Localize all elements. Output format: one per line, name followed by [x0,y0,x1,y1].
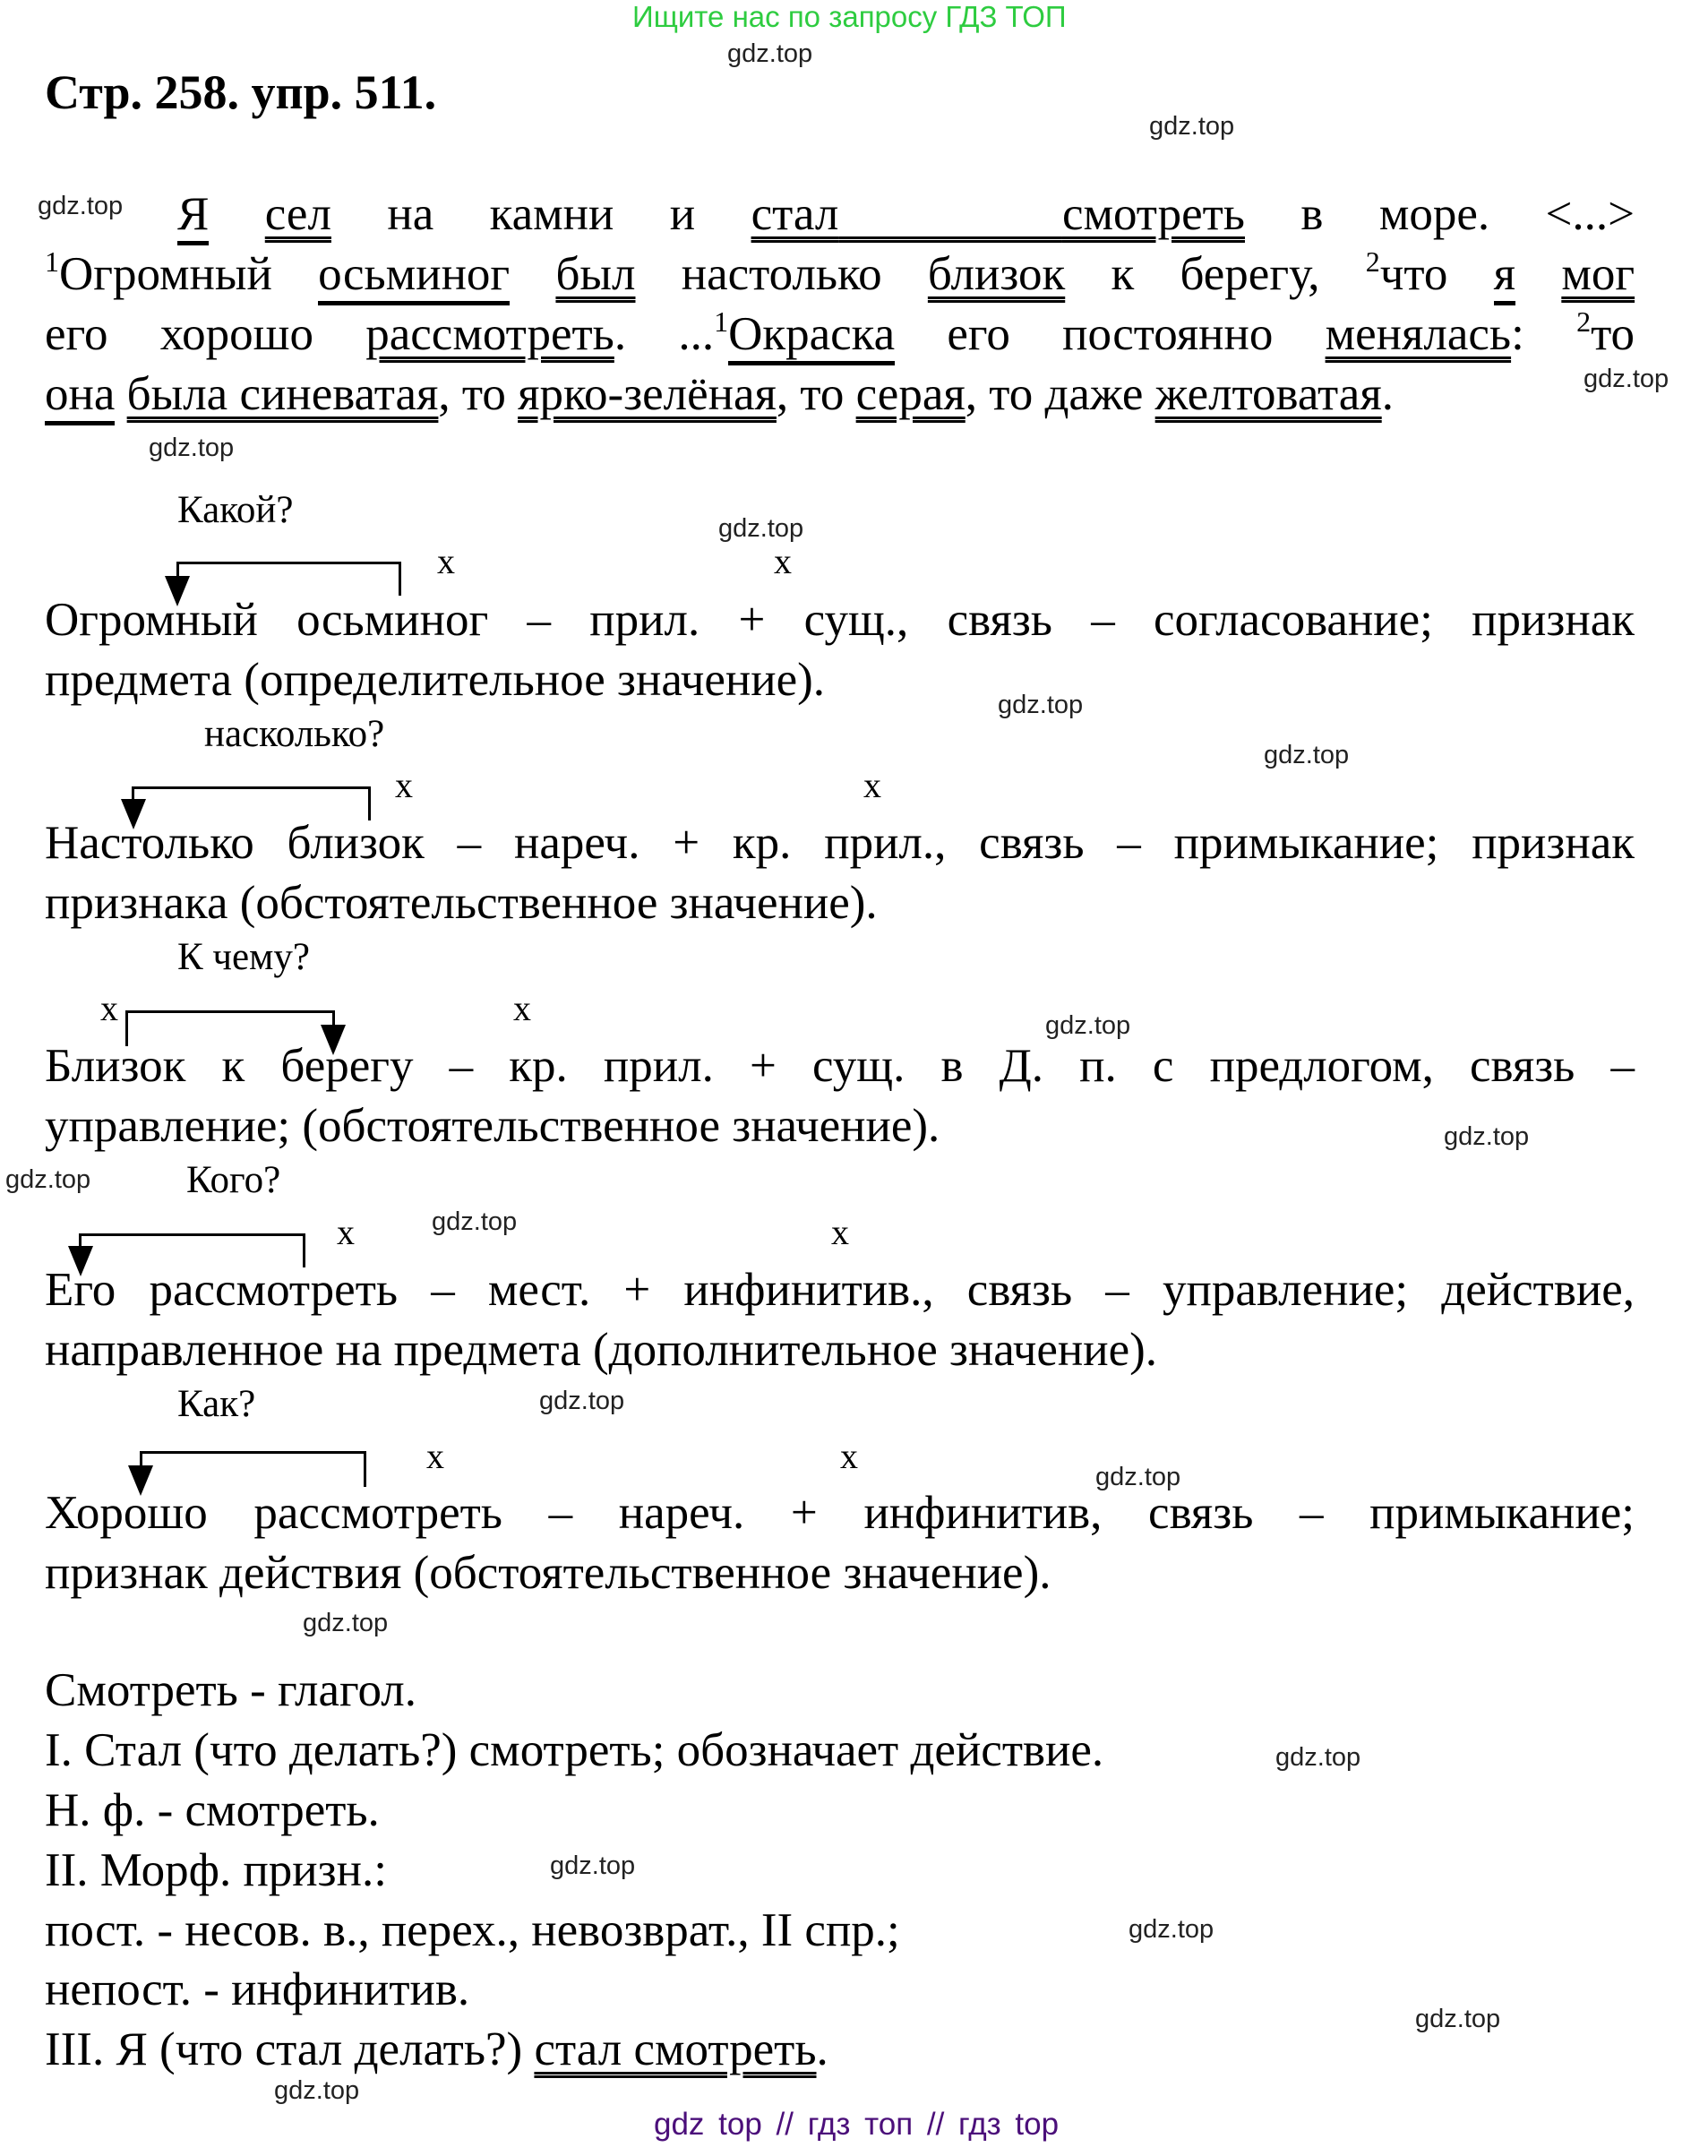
footer-watermark: gdz top // гдз топ // гдз top [654,2107,1060,2142]
word: его [947,308,1010,360]
head-mark: x [863,765,881,805]
search-banner: Ищите нас по запросу ГДЗ ТОП [632,0,1067,33]
phrase-line: Близок к берегу – кр. прил. + сущ. в Д. п. с предлогом, связь – [45,1040,1635,1092]
head-mark: x [513,988,531,1028]
watermark: gdz.top [550,1851,636,1880]
word: настолько [681,248,882,300]
predicate: был [555,248,636,300]
word: море. [1378,188,1490,240]
word: на [387,188,434,240]
connector-line [176,562,400,564]
watermark: gdz.top [539,1387,625,1415]
watermark: gdz.top [303,1609,389,1637]
question-label: Кого? [186,1159,281,1201]
watermark: gdz.top [1584,365,1669,393]
connector-line [364,1451,366,1487]
phrase-line: Его рассмотреть – мест. + инфинитив., связь – управление; действие, [45,1264,1635,1316]
word: рассмотреть. [365,308,627,360]
morph-line: I. Стал (что делать?) смотреть; обозначает действие. [45,1724,1104,1776]
question-label: Какой? [177,489,294,531]
word: его [45,308,108,360]
head-mark: x [395,765,413,805]
head-mark: x [831,1212,849,1252]
word: $^2$то [1576,305,1635,360]
subject: Я [177,188,209,245]
text-line-1 [177,185,1635,245]
word: в [1300,188,1324,240]
phrase-line: управление; (обстоятельственное значение). [45,1100,940,1152]
predicate: мог [1561,248,1635,300]
watermark: gdz.top [1149,112,1235,141]
watermark: gdz.top [727,39,813,68]
connector-line [125,1010,335,1013]
morph-line: пост. - несов. в., перех., невозврат., II спр.; [45,1904,900,1956]
text: , то даже [965,368,1155,420]
phrase-line: направленное на предмета (дополнительное значение). [45,1324,1158,1376]
watermark: gdz.top [1275,1743,1361,1772]
word: $^2$что [1365,245,1448,300]
connector-line [140,1451,365,1454]
predicate: стал смотреть [534,2023,817,2075]
watermark: gdz.top [38,192,124,220]
subject: осьминог [318,248,510,305]
watermark: gdz.top [1095,1463,1181,1491]
word: $^1$Огромный [45,245,272,300]
morph-line: непост. - инфинитив. [45,1963,470,2015]
head-mark: x [774,541,792,581]
morph-line: II. Морф. призн.: [45,1844,387,1896]
subject: она [45,368,115,425]
text-line-4 [45,365,1635,425]
predicate: ярко-зелёная [518,368,777,420]
ellipsis: <...> [1545,188,1635,240]
predicate: близок [927,248,1066,300]
phrase-line: предмета (определительное значение). [45,654,826,706]
watermark: gdz.top [5,1165,91,1194]
word: и [669,188,696,240]
morph-line: Н. ф. - смотреть. [45,1784,380,1836]
predicate: сел [264,188,331,240]
watermark: gdz.top [149,434,235,462]
phrase-line: признака (обстоятельственное значение). [45,877,878,929]
question-label: К чему? [177,936,310,978]
connector-line [132,786,370,789]
connector-line [79,1233,305,1236]
word: камни [489,188,614,240]
word: постоянно [1062,308,1274,360]
text: , то [776,368,856,420]
predicate: желтоватая [1154,368,1382,420]
subject: я [1494,248,1515,305]
phrase-line: признак действия (обстоятельственное значение). [45,1547,1051,1599]
predicate: была синеватая [126,368,439,420]
morph-line: Смотреть - глагол. [45,1664,416,1716]
head-mark: x [840,1436,858,1476]
word: к [1111,248,1135,300]
predicate: серая [855,368,966,420]
phrase-line: Огромный осьминог – прил. + сущ., связь – согласование; признак [45,594,1635,646]
head-mark: x [337,1212,355,1252]
watermark: gdz.top [1264,741,1350,769]
question-label: насколько? [204,713,385,755]
word: хорошо [159,308,313,360]
watermark: gdz.top [1415,2005,1501,2033]
question-label: Как? [177,1383,256,1425]
page-title: Стр. 258. упр. 511. [45,65,437,119]
head-mark: x [437,541,455,581]
watermark: gdz.top [1129,1915,1214,1944]
text-line-3 [45,305,1635,365]
watermark: gdz.top [1045,1011,1131,1040]
morph-line: III. Я (что стал делать?) стал смотреть. [45,2023,828,2075]
head-mark: x [426,1436,444,1476]
phrase-line: Настолько близок – нареч. + кр. прил., связь – примыкание; признак [45,817,1635,869]
text: , то [438,368,519,420]
head-mark: x [100,988,118,1028]
phrase-line: Хорошо рассмотреть – нареч. + инфинитив, связь – примыкание; [45,1487,1635,1539]
text-line-2 [45,245,1635,305]
text: . [1381,368,1394,420]
watermark: gdz.top [432,1207,518,1236]
predicate: стал смотреть [751,188,1245,240]
word: ...$^1$Окраска [678,308,895,360]
watermark: gdz.top [1444,1122,1530,1151]
watermark: gdz.top [718,514,804,543]
watermark: gdz.top [998,691,1084,719]
word: менялась: [1325,308,1524,360]
word: берегу, [1180,248,1320,300]
watermark: gdz.top [274,2076,360,2105]
